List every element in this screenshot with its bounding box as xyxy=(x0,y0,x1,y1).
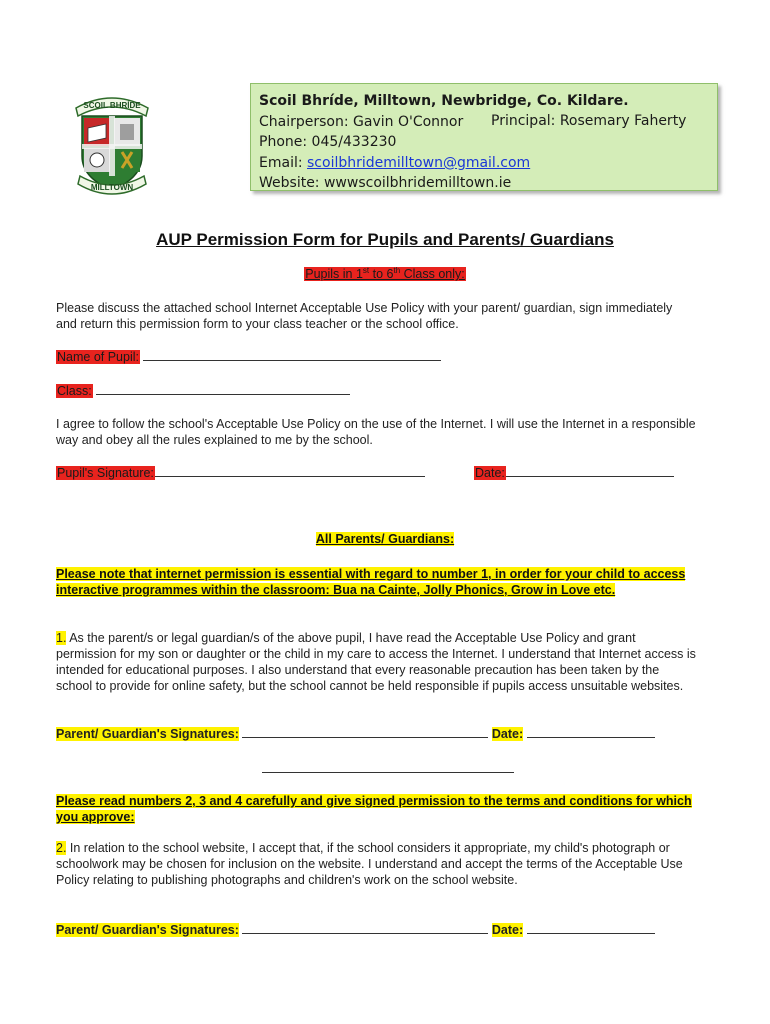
pupil-name-input[interactable] xyxy=(143,348,441,361)
email-link[interactable]: scoilbhridemilltown@gmail.com xyxy=(307,154,531,171)
chairperson: Chairperson: Gavin O'Connor xyxy=(259,113,464,130)
parent-signature-input-2[interactable] xyxy=(242,921,488,934)
parent-signature-field-1 xyxy=(56,725,655,741)
class-label: Class: xyxy=(57,384,92,398)
pupil-signature-field xyxy=(56,464,425,480)
pupil-date-label: Date: xyxy=(475,466,505,480)
parent-date-input-1[interactable] xyxy=(527,725,655,738)
item-2-number: 2. xyxy=(56,841,67,855)
form-title: AUP Permission Form for Pupils and Parents/ Guardians xyxy=(156,230,614,249)
pupil-name-field xyxy=(56,348,441,364)
website: Website: wwwscoilbhridemilltown.ie xyxy=(259,175,512,192)
parent-date-label-1: Date: xyxy=(491,727,524,741)
internet-notice xyxy=(56,566,696,598)
parent-signature-field-2 xyxy=(56,921,655,937)
pupil-date-input[interactable] xyxy=(506,464,674,477)
phone: Phone: 045/433230 xyxy=(259,134,397,151)
parents-heading xyxy=(0,532,770,546)
intro-text: Please discuss the attached school Internet Acceptable Use Policy with your parent/ guardian, sign immediately and return this permission form to your class teacher or the school office. xyxy=(56,301,673,331)
principal: Principal: Rosemary Faherty xyxy=(491,113,687,129)
pupil-date-field xyxy=(474,464,674,480)
item-2-text: In relation to the school website, I accept that, if the school considers it appropriate, my child's photograph or schoolwork may be chosen for inclusion on the website. I understand and accept the terms of the Acceptable Use Policy relating to publishing photographs and children's work on the school website. xyxy=(56,841,683,887)
read-numbers-notice xyxy=(56,793,696,825)
pupils-subtitle-text xyxy=(304,267,466,281)
class-input[interactable] xyxy=(96,382,350,395)
subtitle-sup2: th xyxy=(393,266,401,275)
subtitle-mid: to 6 xyxy=(369,267,394,282)
subtitle-post: Class only: xyxy=(400,267,465,282)
parent-signature-input-1[interactable] xyxy=(242,725,488,738)
parent-signature-input-1b[interactable] xyxy=(262,760,514,773)
parent-date-input-2[interactable] xyxy=(527,921,655,934)
parent-signature-field-1b xyxy=(262,760,514,776)
pupil-signature-input[interactable] xyxy=(155,464,425,477)
pupil-signature-label: Pupil's Signature: xyxy=(57,466,154,480)
read-numbers-notice-text: Please read numbers 2, 3 and 4 carefully and give signed permission to the terms and conditions for which you approve: xyxy=(56,794,692,824)
subtitle-pre: Pupils in 1 xyxy=(305,267,363,282)
pupil-name-label: Name of Pupil: xyxy=(57,350,139,364)
crest-top-text: SCOIL BHRÍDE xyxy=(83,101,141,110)
item-1-text: As the parent/s or legal guardian/s of the above pupil, I have read the Acceptable Use Policy and grant permission for my son or daughter or the child in my care to access the Internet. I understand that Internet access is intended for educational purposes. I also understand that every reasonable precaution has been taken by the school to provide for online safety, but the school cannot be held responsible if pupils access unsuitable websites. xyxy=(56,631,696,693)
parent-signature-label-2: Parent/ Guardian's Signatures: xyxy=(56,923,239,937)
parent-signature-label-1: Parent/ Guardian's Signatures: xyxy=(56,727,239,741)
pupil-agreement: I agree to follow the school's Acceptable Use Policy on the use of the Internet. I will use the Internet in a responsible way and obey all the rules explained to me by the school. xyxy=(56,417,696,447)
parent-date-label-2: Date: xyxy=(491,923,524,937)
subtitle-sup1: st xyxy=(362,266,370,275)
class-field xyxy=(56,382,350,398)
item-1-number: 1. xyxy=(56,631,67,645)
crest-bottom-text: MILLTOWN xyxy=(90,183,134,192)
school-contact-box xyxy=(250,83,718,191)
email-label: Email: xyxy=(259,154,308,171)
pupils-subtitle xyxy=(0,266,770,281)
parents-heading-text: All Parents/ Guardians: xyxy=(315,532,455,546)
item-1 xyxy=(56,630,696,694)
email-line xyxy=(259,153,717,174)
school-crest-logo xyxy=(62,86,162,202)
internet-notice-text: Please note that internet permission is essential with regard to number 1, in order for your child to access interactive programmes within the classroom: Bua na Cainte, Jolly Phonics, Grow in Love etc. xyxy=(56,567,686,597)
item-2 xyxy=(56,840,696,888)
school-name: Scoil Bhríde, Milltown, Newbridge, Co. Kildare. xyxy=(259,93,629,109)
